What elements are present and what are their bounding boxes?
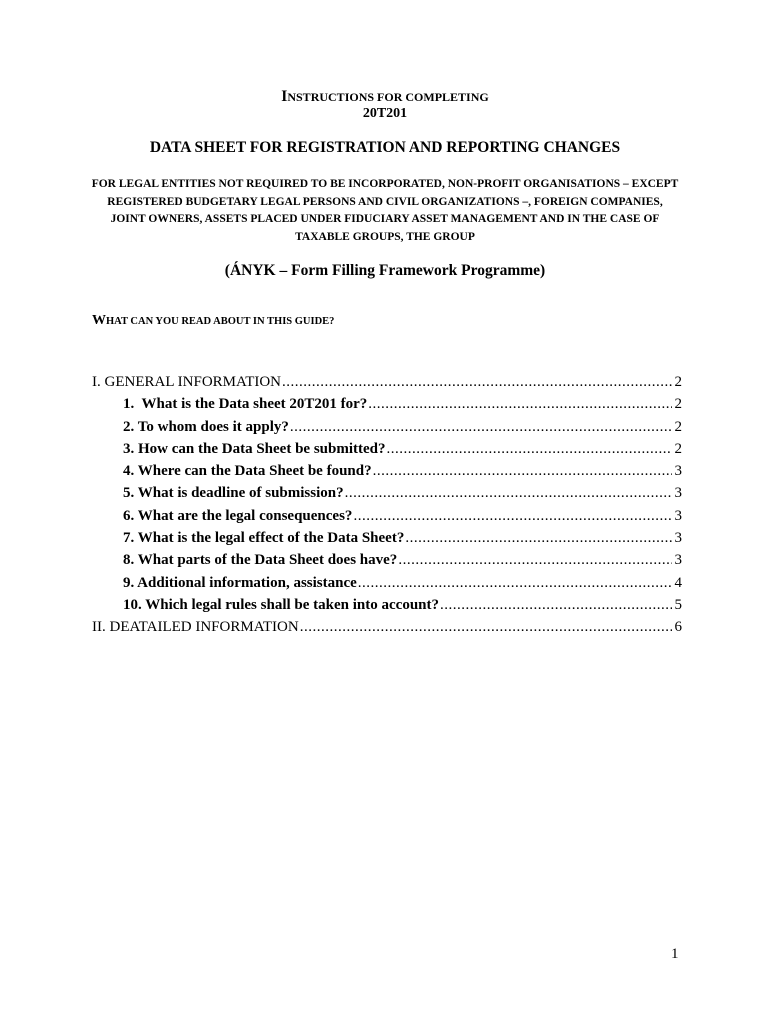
page-number: 1	[671, 946, 679, 962]
toc-leader-dots	[358, 575, 672, 592]
scope-text: FOR LEGAL ENTITIES NOT REQUIRED TO BE INCORPORATED, NON-PROFIT ORGANISATIONS – EXCEPT REGISTERED BUDGETARY LEGAL PERSONS AND CIVIL ORGANIZATIONS –, FOREIGN COMPANIES, JOINT OWNERS, ASSETS PLACED UNDER FIDUCIARY ASSET MANAGEMENT AND IN THE CASE OF TAXABLE GROUPS, THE GROUP	[91, 178, 679, 243]
instructions-title-cap: I	[281, 88, 288, 105]
toc-entry-page: 2	[674, 418, 682, 435]
guide-heading-cap: W	[92, 313, 106, 328]
toc-entry-label: 5. What is deadline of submission?	[123, 485, 344, 502]
toc-entry-label: 6. What are the legal consequences?	[123, 507, 353, 524]
toc-leader-dots	[440, 597, 672, 614]
toc-leader-dots	[353, 508, 672, 525]
toc-entry-page: 3	[674, 463, 682, 480]
toc-entry-label: 8. What parts of the Data Sheet does have?	[123, 552, 398, 569]
toc-leader-dots	[373, 463, 672, 480]
toc-entry-label: 7. What is the legal effect of the Data Sheet?	[123, 530, 405, 547]
toc-entry-label: 4. Where can the Data Sheet be found?	[123, 463, 372, 480]
guide-heading-rest: HAT CAN YOU READ ABOUT IN THIS GUIDE?	[106, 316, 335, 327]
toc-entry-label: 9. Additional information, assistance	[123, 574, 357, 591]
toc-entry-page: 3	[674, 552, 682, 569]
toc-leader-dots	[290, 419, 672, 436]
toc-entry-page: 5	[674, 596, 682, 613]
toc-leader-dots	[345, 485, 672, 502]
data-sheet-title: DATA SHEET FOR REGISTRATION AND REPORTING CHANGES	[149, 139, 621, 156]
toc-entry-page: 2	[674, 440, 682, 457]
toc-leader-dots	[282, 374, 672, 391]
toc-leader-dots	[300, 619, 672, 636]
toc-entry-label: 1. What is the Data sheet 20T201 for?	[123, 396, 368, 413]
toc-entry-page: 2	[674, 396, 682, 413]
toc-leader-dots	[387, 441, 673, 458]
toc-entry-label: 3. How can the Data Sheet be submitted?	[123, 440, 386, 457]
toc-entry-page: 3	[674, 485, 682, 502]
table-of-contents	[92, 374, 682, 642]
toc-entry-label: 2. To whom does it apply?	[123, 418, 289, 435]
toc-leader-dots	[405, 530, 672, 547]
form-code: 20T201	[362, 106, 408, 121]
toc-entry-8[interactable]	[92, 552, 682, 574]
toc-leader-dots	[368, 396, 672, 413]
guide-heading	[92, 312, 334, 329]
toc-entry-6[interactable]	[92, 508, 682, 530]
toc-entry-label: I. GENERAL INFORMATION	[92, 374, 282, 390]
toc-entry-4[interactable]	[92, 463, 682, 485]
toc-entry-page: 4	[674, 574, 682, 591]
toc-entry-page: 3	[674, 530, 682, 547]
toc-entry-label: 10. Which legal rules shall be taken into account?	[123, 596, 439, 613]
toc-entry-page: 2	[674, 374, 682, 390]
toc-entry-5[interactable]	[92, 485, 682, 507]
programme-name: (ÁNYK – Form Filling Framework Programme)	[224, 262, 546, 279]
toc-entry-page: 6	[674, 619, 682, 636]
toc-entry-7[interactable]	[92, 530, 682, 552]
toc-entry-9[interactable]	[92, 575, 682, 597]
toc-entry-1[interactable]	[92, 396, 682, 418]
toc-leader-dots	[398, 552, 672, 569]
toc-entry-general-information[interactable]	[92, 374, 682, 396]
toc-entry-3[interactable]	[92, 441, 682, 463]
instructions-title-rest: NSTRUCTIONS FOR COMPLETING	[287, 90, 489, 104]
toc-entry-2[interactable]	[92, 419, 682, 441]
toc-entry-label: II. DEATAILED INFORMATION	[92, 619, 299, 636]
toc-entry-page: 3	[674, 507, 682, 524]
toc-entry-detailed-information[interactable]	[92, 619, 682, 641]
toc-entry-10[interactable]	[92, 597, 682, 619]
instructions-title	[0, 88, 770, 106]
